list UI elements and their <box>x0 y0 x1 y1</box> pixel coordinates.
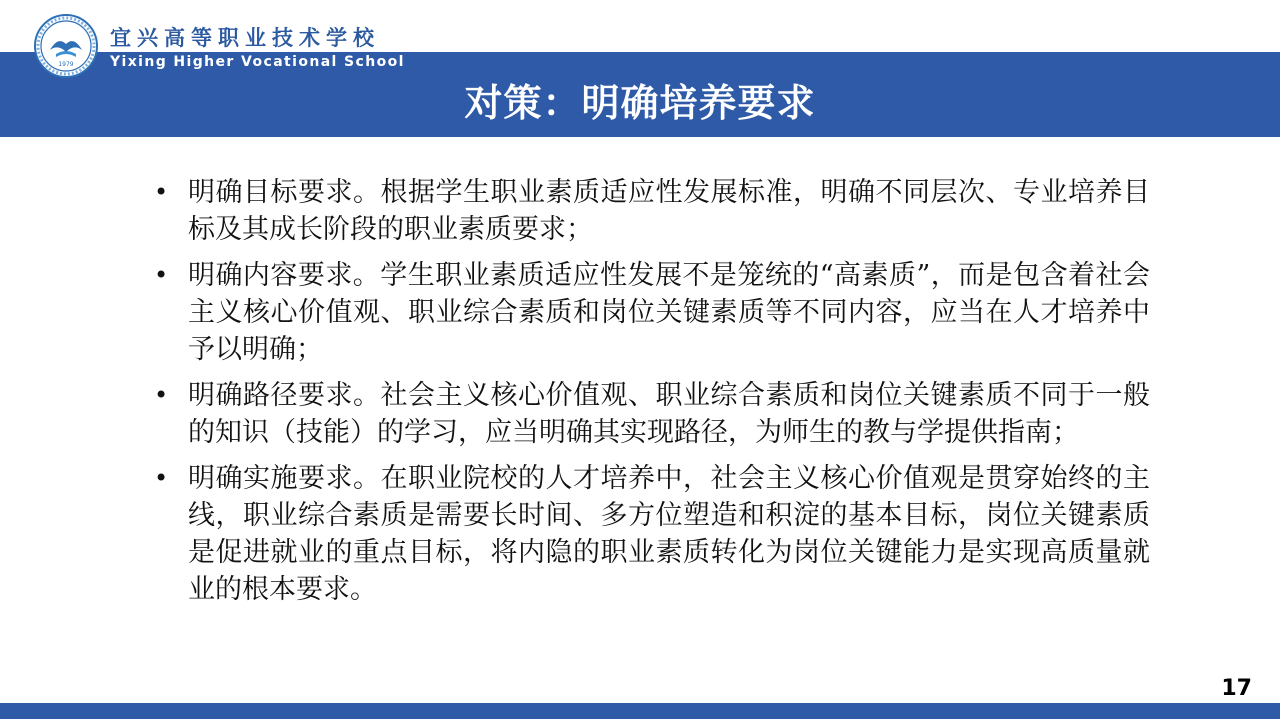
bullet-item <box>150 174 1150 248</box>
logo-year: 1979 <box>58 61 74 68</box>
bullet-item <box>150 377 1150 451</box>
slide-title: 对策：明确培养要求 <box>464 81 816 125</box>
bullet-marker: • <box>154 261 169 289</box>
school-name-english: Yixing Higher Vocational School <box>110 54 405 70</box>
bullet-item <box>150 460 1150 608</box>
bullet-text: 明确路径要求。社会主义核心价值观、职业综合素质和岗位关键素质不同于一般的知识（技能）的学习，应当明确其实现路径，为师生的教与学提供指南； <box>188 380 1150 448</box>
bullet-list <box>150 174 1150 608</box>
bullet-text: 明确内容要求。学生职业素质适应性发展不是笼统的“高素质”，而是包含着社会主义核心价值观、职业综合素质和岗位关键素质等不同内容，应当在人才培养中予以明确； <box>188 260 1150 365</box>
title-bar <box>0 52 1280 137</box>
bullet-item <box>150 257 1150 368</box>
footer-bar <box>0 703 1280 719</box>
page-number: 17 <box>1221 676 1252 701</box>
bullet-text: 明确实施要求。在职业院校的人才培养中，社会主义核心价值观是贯穿始终的主线，职业综合素质是需要长时间、多方位塑造和积淀的基本目标，岗位关键素质是促进就业的重点目标，将内隐的职业素质转化为岗位关键能力是实现高质量就业的根本要求。 <box>188 463 1150 605</box>
bullet-marker: • <box>154 464 169 492</box>
bullet-marker: • <box>154 381 169 409</box>
slide-content <box>150 174 1150 617</box>
school-emblem-icon <box>34 14 98 78</box>
school-name-chinese: 宜兴高等职业技术学校 <box>110 25 380 50</box>
bullet-marker: • <box>154 178 169 206</box>
bullet-text: 明确目标要求。根据学生职业素质适应性发展标准，明确不同层次、专业培养目标及其成长阶段的职业素质要求； <box>188 177 1150 245</box>
